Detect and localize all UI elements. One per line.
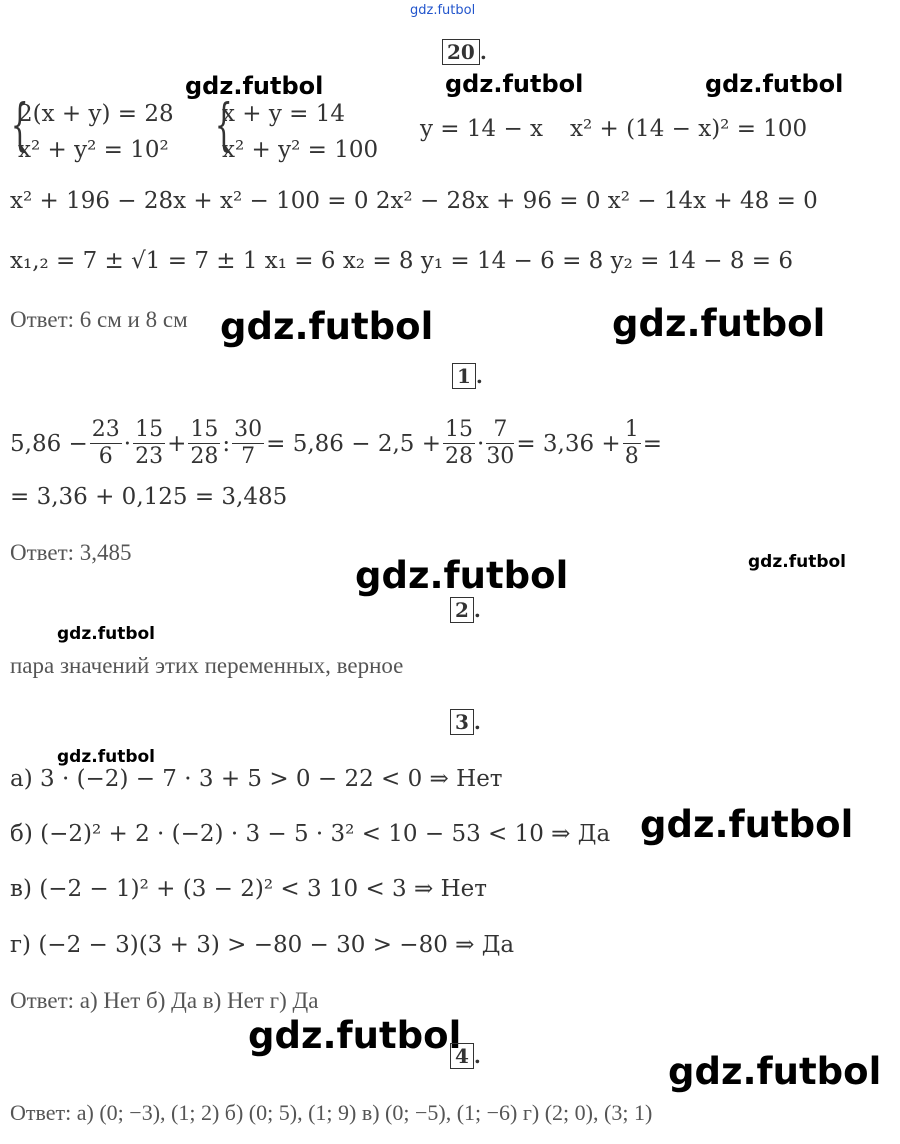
- expr-end: =: [642, 430, 662, 457]
- system-2: [212, 93, 379, 168]
- task-20-answer: Ответ: 6 см и 8 см: [10, 307, 188, 332]
- task-1-line-2: = 3,36 + 0,125 = 3,485: [10, 484, 288, 510]
- watermark: gdz.futbol: [705, 70, 844, 98]
- substitution-2: x² + (14 − x)² = 100: [570, 116, 808, 142]
- task-3-number: 3 .: [450, 710, 481, 734]
- watermark: gdz.futbol: [640, 803, 854, 846]
- fraction: $\frac{15}{28}$: [445, 417, 473, 469]
- task-number-box: 4: [450, 1043, 474, 1069]
- task-3-line-c: в) (−2 − 1)² + (3 − 2)² < 3 10 < 3 ⇒ Нет: [10, 876, 487, 902]
- brace: {: [214, 93, 233, 158]
- task-1-expression: 5,86 − $\frac{23}{6}$ · $\frac{15}{23}$ + $\frac{15}{28}$ : $\frac{30}{7}$ = 5,86 − 2,5 + $\frac{15}{28}$ · $\frac{7}{30}$ = 3,36 + $\frac{1}{8}$ =: [10, 417, 662, 469]
- fraction: $\frac{23}{6}$: [91, 417, 120, 469]
- brace: {: [10, 93, 29, 158]
- watermark: gdz.futbol: [445, 70, 584, 98]
- system-2-line-2: x² + y² = 100: [222, 137, 379, 163]
- task-1-number: 1 .: [452, 364, 483, 388]
- watermark: gdz.futbol: [355, 554, 569, 597]
- task-4-answer: Ответ: а) (0; −3), (1; 2) б) (0; 5), (1; 9) в) (0; −5), (1; −6) г) (2; 0), (3; 1): [10, 1100, 653, 1125]
- task-3-answer: Ответ: а) Нет б) Да в) Нет г) Да: [10, 988, 319, 1013]
- watermark: gdz.futbol: [748, 552, 846, 572]
- equation-line-3: x₁,₂ = 7 ± √1 = 7 ± 1 x₁ = 6 x₂ = 8 y₁ = 14 − 6 = 8 y₂ = 14 − 8 = 6: [10, 248, 794, 274]
- watermark: gdz.futbol: [410, 3, 476, 18]
- fraction: $\frac{15}{28}$: [190, 417, 219, 469]
- task-4-number: 4 .: [450, 1044, 481, 1068]
- fraction: $\frac{15}{23}$: [135, 417, 164, 469]
- system-2-line-1: x + y = 14: [222, 101, 346, 127]
- watermark: gdz.futbol: [220, 305, 434, 348]
- expr-mid: = 5,86 − 2,5 +: [266, 430, 441, 457]
- equation-line-2: x² + 196 − 28x + x² − 100 = 0 2x² − 28x + 96 = 0 x² − 14x + 48 = 0: [10, 188, 818, 214]
- watermark: gdz.futbol: [668, 1050, 882, 1093]
- substitution-1: y = 14 − x: [420, 116, 544, 142]
- watermark: gdz.futbol: [248, 1014, 462, 1057]
- expr-mid2: = 3,36 +: [516, 430, 621, 457]
- watermark: gdz.futbol: [612, 302, 826, 345]
- task-3-line-d: г) (−2 − 3)(3 + 3) > −80 − 30 > −80 ⇒ Да: [10, 932, 515, 958]
- task-2-number: 2 .: [450, 598, 481, 622]
- task-number-box: 2: [450, 597, 474, 623]
- task-number-box: 1: [452, 363, 476, 389]
- system-1-line-1: 2(x + y) = 28: [18, 101, 174, 127]
- task-3-line-a: а) 3 · (−2) − 7 · 3 + 5 > 0 − 22 < 0 ⇒ Нет: [10, 766, 503, 792]
- fraction: $\frac{30}{7}$: [234, 417, 263, 469]
- expr-start: 5,86 −: [10, 430, 88, 457]
- task-1-answer: Ответ: 3,485: [10, 540, 132, 565]
- fraction: $\frac{1}{8}$: [624, 417, 639, 469]
- task-3-line-b: б) (−2)² + 2 · (−2) · 3 − 5 · 3² < 10 − 53 < 10 ⇒ Да: [10, 821, 611, 847]
- fraction: $\frac{7}{30}$: [486, 417, 515, 469]
- task-number-box: 3: [450, 709, 474, 735]
- system-1-line-2: x² + y² = 10²: [18, 137, 169, 163]
- watermark: gdz.futbol: [57, 624, 155, 644]
- task-20-number: 20 .: [442, 40, 487, 64]
- task-number-box: 20: [442, 39, 480, 65]
- watermark: gdz.futbol: [57, 747, 155, 767]
- watermark: gdz.futbol: [185, 72, 324, 100]
- task-2-text: пара значений этих переменных, верное: [10, 653, 404, 678]
- system-1: [8, 93, 174, 168]
